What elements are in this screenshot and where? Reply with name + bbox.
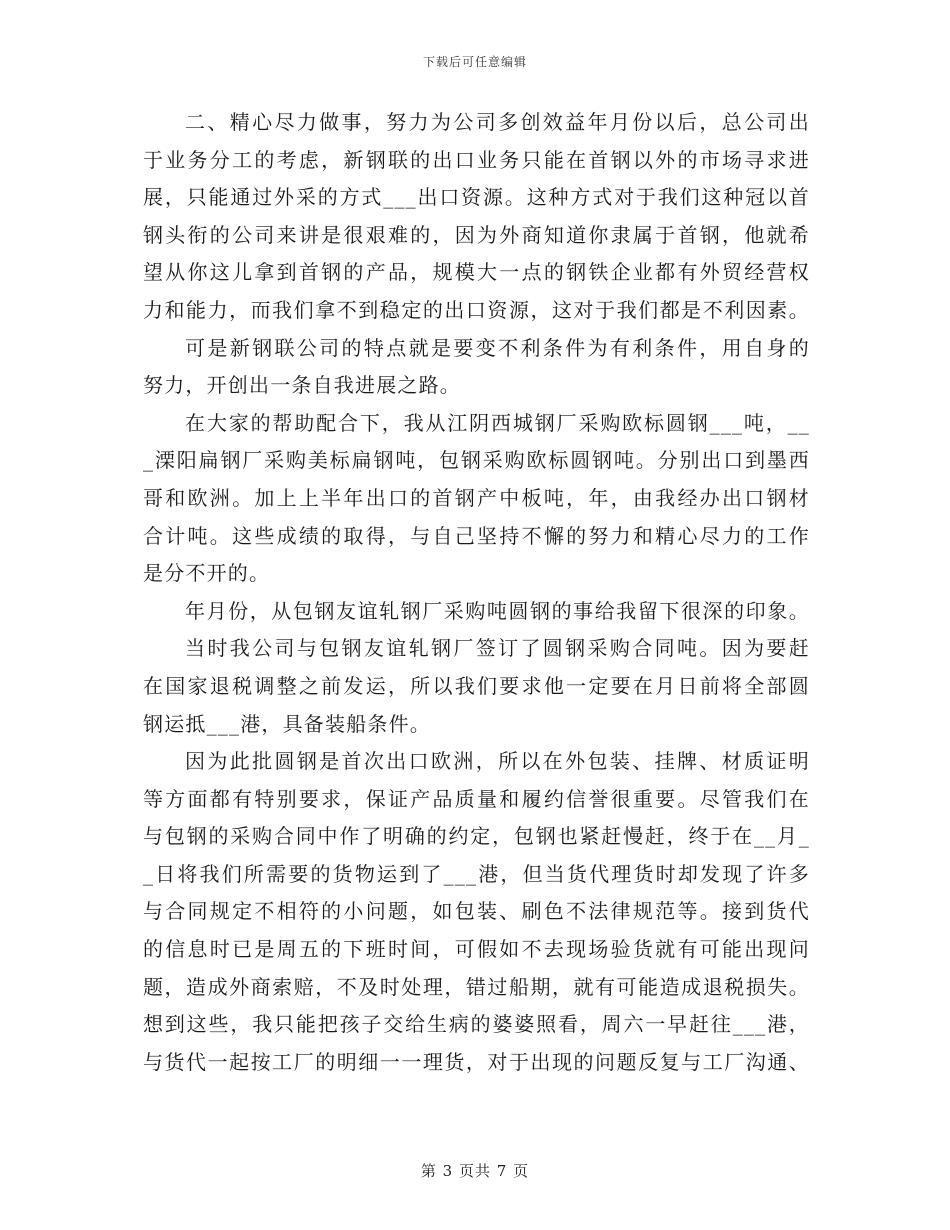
body-line: 是分不开的。 [143,561,271,586]
body-line: 努力，开创出一条自我进展之路。 [143,373,461,398]
body-line: 在国家退税调整之前发运，所以我们要求他一定要在月日前将全部圆 [143,673,810,698]
body-line: 望从你这儿拿到首钢的产品，规模大一点的钢铁企业都有外贸经营权 [143,260,810,285]
body-line: 因为此批圆钢是首次出口欧洲，所以在外包装、挂牌、材质证明 [185,749,810,774]
body-line: 与货代一起按工厂的明细一一理货，对于出现的问题反复与工厂沟通、 [143,1049,810,1074]
page-header: 下载后可任意编辑 [422,55,527,69]
body-line: 当时我公司与包钢友谊轧钢厂签订了圆钢采购合同吨。因为要赶 [185,636,810,661]
body-line: 钢头衔的公司来讲是很艰难的，因为外商知道你隶属于首钢，他就希 [143,222,810,247]
body-line: 可是新钢联公司的特点就是要变不利条件为有利条件，用自身的 [185,335,810,360]
body-line: 二、精心尽力做事，努力为公司多创效益年月份以后，总公司出 [185,110,810,134]
body-line: 的信息时已是周五的下班时间，可假如不去现场验货就有可能出现问 [143,937,810,962]
body-line: 于业务分工的考虑，新钢联的出口业务只能在首钢以外的市场寻求进 [143,147,810,172]
body-line: 题，造成外商索赔，不及时处理，错过船期，就有可能造成退税损失。 [143,974,810,999]
body-line: 钢运抵___港，具备装船条件。 [143,711,431,736]
body-line: 力和能力，而我们拿不到稳定的出口资源，这对于我们都是不利因素。 [143,297,810,322]
body-line: 在大家的帮助配合下，我从江阴西城钢厂采购欧标圆钢___吨，__ [185,410,810,435]
page-footer: 第 3 页共 7 页 [420,1162,530,1180]
body-line: 等方面都有特别要求，保证产品质量和履约信誉很重要。尽管我们在 [143,786,810,811]
body-line: 与合同规定不相符的小问题，如包装、刷色不法律规范等。接到货代 [143,899,810,924]
body-line: 想到这些，我只能把孩子交给生病的婆婆照看，周六一早赶往___港， [143,1012,810,1037]
document-body [143,104,810,1081]
body-line: 与包钢的采购合同中作了明确的约定，包钢也紧赶慢赶，终于在__月_ [143,824,810,849]
body-line: 合计吨。这些成绩的取得，与自己坚持不懈的努力和精心尽力的工作 [143,523,810,548]
body-line: 展，只能通过外采的方式___出口资源。这种方式对于我们这种冠以首 [143,185,810,210]
body-line: _溧阳扁钢厂采购美标扁钢吨，包钢采购欧标圆钢吨。分别出口到墨西 [143,448,810,473]
body-line: _日将我们所需要的货物运到了___港，但当货代理货时却发现了许多 [143,861,810,886]
body-line: 年月份，从包钢友谊轧钢厂采购吨圆钢的事给我留下很深的印象。 [185,598,810,623]
body-line: 哥和欧洲。加上上半年出口的首钢产中板吨，年，由我经办出口钢材 [143,485,810,510]
